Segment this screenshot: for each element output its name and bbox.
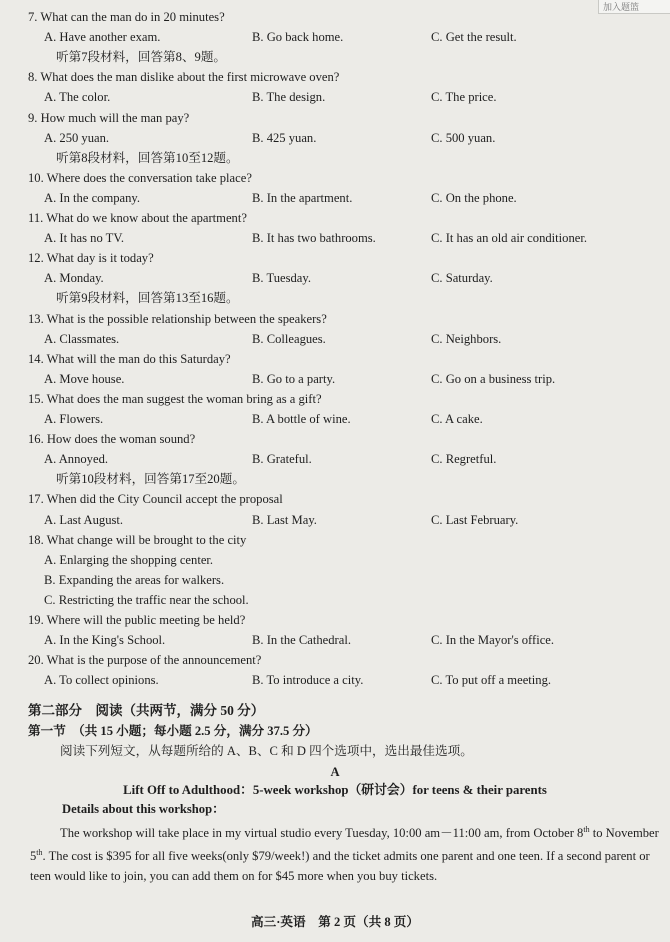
option-b: B. Tuesday. (252, 271, 312, 286)
option-a: A. Annoyed. (44, 452, 109, 467)
question-stem: 15. What does the man suggest the woman bring as a gift? (28, 391, 322, 406)
passage-paragraph: The workshop will take place in my virtual studio every Tuesday, 10:00 am－11:00 am, from October 8th to November 5th. The cost is $395 for all five weeks(only $79/week!) and the ticket admits one parent and one teen. If a second parent or teen would like to join, you can add them on for $45 more when you buy tickets. (30, 825, 659, 884)
question-stem: 10. Where does the conversation take place? (28, 170, 252, 185)
option-b: B. Last May. (252, 512, 317, 527)
option-c: C. A cake. (431, 412, 483, 426)
reading-instruction: 阅读下列短文，从每题所给的 A、B、C 和 D 四个选项中，选出最佳选项。 (60, 744, 473, 758)
option-c: C. Last February. (431, 512, 519, 527)
option-c: C. Go on a business trip. (431, 371, 556, 386)
section1-heading: 第一节 （共 15 小题；每小题 2.5 分，满分 37.5 分） (28, 724, 318, 738)
answer-option: A. Enlarging the shopping center. (44, 552, 214, 567)
passage-title: Lift Off to Adulthood：5-week workshop（研讨会）for teens & their parents (123, 783, 547, 797)
option-c: C. It has an old air conditioner. (431, 231, 587, 246)
add-to-basket-tag[interactable]: 加入题篮 (598, 0, 670, 14)
option-b: B. Go to a party. (252, 371, 336, 386)
page-footer: 高三·英语 第 2 页（共 8 页） (251, 915, 419, 929)
option-a: A. To collect opinions. (44, 673, 159, 688)
question-stem: 12. What day is it today? (28, 251, 154, 266)
section-instruction: 听第10段材料，回答第17至20题。 (56, 472, 245, 487)
option-c: C. The price. (431, 90, 497, 105)
question-stem: 18. What change will be brought to the city (28, 532, 247, 547)
section-instruction: 听第8段材料，回答第10至12题。 (56, 150, 239, 165)
option-a: A. The color. (44, 90, 111, 105)
answer-option: C. Restricting the traffic near the school. (44, 592, 249, 607)
option-b: B. Go back home. (252, 30, 344, 45)
section-instruction: 听第9段材料，回答第13至16题。 (56, 291, 239, 306)
option-b: B. It has two bathrooms. (252, 231, 376, 246)
option-a: A. It has no TV. (44, 231, 124, 246)
option-a: A. Last August. (44, 512, 124, 527)
details-heading: Details about this workshop： (62, 802, 225, 816)
question-stem: 20. What is the purpose of the announcement? (28, 653, 262, 668)
option-c: C. Regretful. (431, 452, 497, 467)
question-stem: 17. When did the City Council accept the proposal (28, 492, 283, 507)
question-stem: 7. What can the man do in 20 minutes? (28, 10, 225, 24)
option-b: B. In the apartment. (252, 190, 353, 205)
option-b: B. Grateful. (252, 452, 312, 467)
section-instruction: 听第7段材料，回答第8、9题。 (56, 50, 227, 65)
question-stem: 9. How much will the man pay? (28, 110, 190, 125)
option-c: C. To put off a meeting. (431, 673, 552, 688)
passage-letter: A (330, 765, 340, 779)
option-a: A. Have another exam. (44, 30, 161, 45)
option-a: A. Monday. (44, 271, 104, 286)
answer-option: B. Expanding the areas for walkers. (44, 572, 225, 587)
option-a: A. Flowers. (44, 412, 104, 426)
question-stem: 16. How does the woman sound? (28, 432, 196, 447)
option-c: C. On the phone. (431, 190, 517, 205)
question-stem: 13. What is the possible relationship between the speakers? (28, 311, 327, 326)
option-b: B. 425 yuan. (252, 130, 317, 145)
part2-heading: 第二部分 阅读（共两节，满分 50 分） (28, 703, 265, 718)
question-stem: 19. Where will the public meeting be held? (28, 613, 246, 627)
option-c: C. 500 yuan. (431, 130, 496, 145)
option-b: B. The design. (252, 90, 326, 105)
question-stem: 14. What will the man do this Saturday? (28, 351, 231, 366)
question-stem: 8. What does the man dislike about the first microwave oven? (28, 70, 340, 85)
option-b: B. A bottle of wine. (252, 412, 351, 426)
question-stem: 11. What do we know about the apartment? (28, 211, 247, 225)
option-c: C. In the Mayor's office. (431, 633, 555, 648)
option-b: B. Colleagues. (252, 331, 326, 346)
option-a: A. 250 yuan. (44, 130, 110, 145)
option-a: A. In the King's School. (44, 633, 166, 648)
option-a: A. Move house. (44, 371, 125, 386)
option-c: C. Neighbors. (431, 331, 502, 346)
option-b: B. In the Cathedral. (252, 633, 351, 648)
option-c: C. Get the result. (431, 30, 517, 45)
option-a: A. In the company. (44, 190, 141, 205)
option-a: A. Classmates. (44, 331, 120, 346)
option-c: C. Saturday. (431, 271, 493, 286)
option-b: B. To introduce a city. (252, 673, 364, 688)
